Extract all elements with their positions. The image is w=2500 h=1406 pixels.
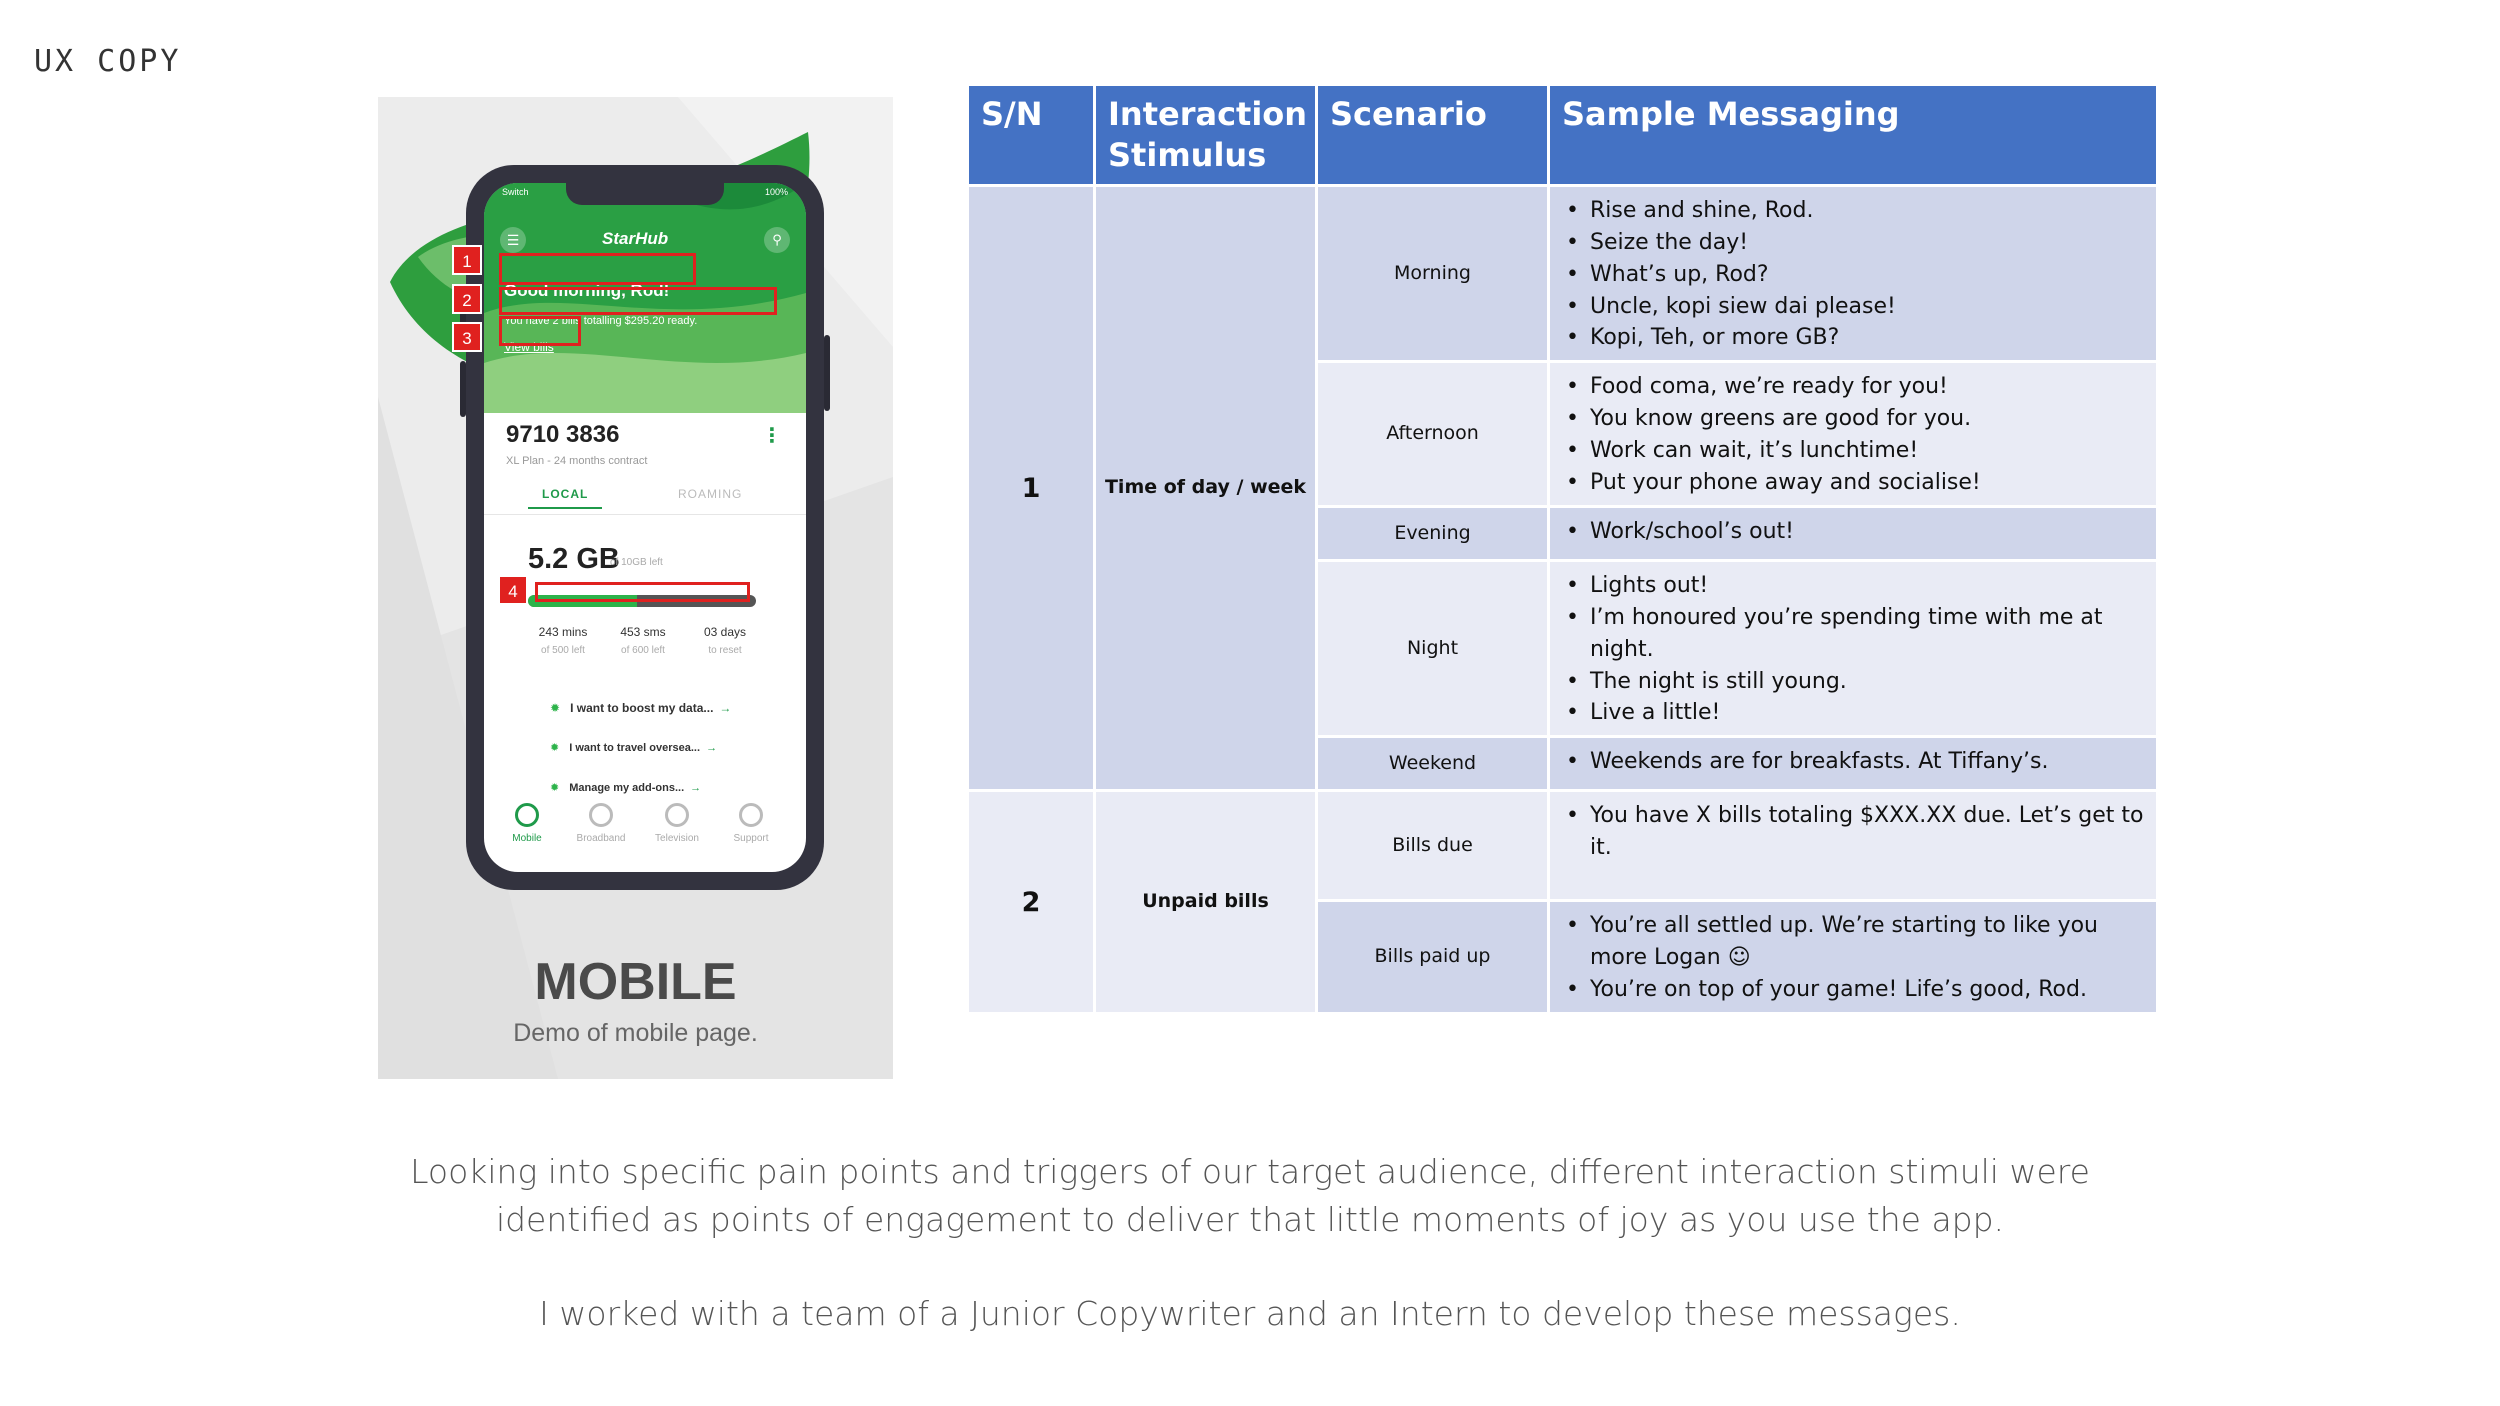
- description-line: identified as points of engagement to deliver that little moments of joy as you use the app.: [495, 1200, 2005, 1240]
- table-row: [968, 791, 2158, 901]
- highlight-greeting: [499, 253, 696, 285]
- stimulus-cell: Unpaid bills: [1095, 791, 1317, 1014]
- search-icon[interactable]: ⚲: [764, 227, 790, 253]
- page-label: UX COPY: [34, 44, 182, 79]
- scenario-cell: Evening: [1317, 506, 1549, 560]
- message-item: • Work/school’s out!: [1562, 516, 2144, 548]
- scenario-cell: Bills due: [1317, 791, 1549, 901]
- messages-cell: [1549, 185, 2158, 361]
- arrow-right-icon: →: [719, 701, 732, 715]
- header-scenario: Scenario: [1317, 85, 1549, 186]
- messages-cell: [1549, 560, 2158, 736]
- bottom-nav: [484, 803, 806, 863]
- message-item: • Lights out!: [1562, 570, 2144, 602]
- battery-label: 100%: [764, 187, 788, 197]
- highlight-view-bills: [499, 316, 581, 346]
- support-icon: [739, 803, 763, 827]
- message-item: • Food coma, we’re ready for you!: [1562, 371, 2144, 403]
- nav-television[interactable]: Television: [642, 803, 712, 844]
- marker-1: 1: [452, 245, 482, 275]
- more-options-icon[interactable]: ⋮: [762, 425, 782, 447]
- header-sn: S/N: [968, 85, 1095, 186]
- message-item: • What’s up, Rod?: [1562, 259, 2144, 291]
- marker-4: 4: [498, 575, 528, 605]
- table-row: [968, 185, 2158, 361]
- description-line: Looking into specific pain points and triggers of our target audience, different interaction stimuli were: [410, 1152, 2090, 1191]
- bills-message: You have 2 bills totalling $295.20 ready.: [504, 315, 698, 327]
- greeting-text: Good morning, Rod!: [504, 281, 670, 300]
- stat-days: 03 days to reset: [703, 625, 747, 656]
- stat-minutes: 243 mins of 500 left: [538, 625, 588, 656]
- tab-local[interactable]: LOCAL: [528, 487, 602, 509]
- description-line: I worked with a team of a Junior Copywriter and an Intern to develop these messages.: [539, 1294, 1961, 1333]
- mobile-mockup-panel: [378, 97, 893, 1079]
- credit-paragraph: [0, 1290, 2500, 1338]
- description-paragraph: [0, 1148, 2500, 1244]
- usage-tabs: [484, 487, 806, 515]
- quick-link-travel[interactable]: ✹ I want to travel oversea... →: [550, 742, 718, 754]
- menu-icon[interactable]: ☰: [500, 227, 526, 253]
- message-item: • Weekends are for breakfasts. At Tiffany’s.: [1562, 746, 2144, 778]
- highlight-usage-stats: [535, 582, 750, 602]
- nav-support[interactable]: Support: [716, 803, 786, 844]
- messages-cell: [1549, 901, 2158, 1014]
- data-total: of 10GB left: [610, 557, 663, 568]
- quick-link-addons[interactable]: ✹ Manage my add-ons... →: [550, 782, 702, 794]
- view-bills-link[interactable]: View bills: [504, 340, 554, 354]
- marker-2: 2: [452, 284, 482, 314]
- marker-3: 3: [452, 322, 482, 352]
- message-item: • You’re all settled up. We’re starting to like you more Logan ☺: [1562, 910, 2144, 974]
- plan-label: XL Plan - 24 months contract: [506, 455, 648, 467]
- message-item: • Seize the day!: [1562, 227, 2144, 259]
- quick-link-boost[interactable]: ✹ I want to boost my data... →: [550, 701, 732, 715]
- message-item: • Put your phone away and socialise!: [1562, 467, 2144, 499]
- header-stimulus: Interaction Stimulus: [1095, 85, 1317, 186]
- table-header-row: [968, 85, 2158, 186]
- message-item: • You have X bills totaling $XXX.XX due. Let’s get to it.: [1562, 800, 2144, 864]
- message-item: • The night is still young.: [1562, 666, 2144, 698]
- message-item: • Kopi, Teh, or more GB?: [1562, 322, 2144, 354]
- stat-sms: 453 sms of 600 left: [620, 625, 666, 656]
- television-icon: [665, 803, 689, 827]
- usage-stats: [528, 625, 756, 665]
- message-item: • Uncle, kopi siew dai please!: [1562, 291, 2144, 323]
- sn-cell: 2: [968, 791, 1095, 1014]
- messages-cell: [1549, 791, 2158, 901]
- status-bar: [484, 187, 806, 201]
- brand-logo: StarHub: [602, 229, 669, 248]
- highlight-bills-message: [499, 287, 777, 315]
- app-bar: [484, 223, 806, 257]
- messages-cell: [1549, 506, 2158, 560]
- nav-broadband[interactable]: Broadband: [566, 803, 636, 844]
- message-item: • You’re on top of your game! Life’s good, Rod.: [1562, 974, 2144, 1006]
- messaging-table: [966, 83, 2159, 1015]
- data-remaining: 5.2 GB: [528, 543, 620, 575]
- volume-button: [460, 361, 466, 417]
- scenario-cell: Bills paid up: [1317, 901, 1549, 1014]
- lightbulb-icon: ✹: [550, 782, 560, 794]
- message-item: • Live a little!: [1562, 697, 2144, 729]
- messages-cell: [1549, 362, 2158, 507]
- mobile-icon: [515, 803, 539, 827]
- nav-mobile[interactable]: Mobile: [492, 803, 562, 844]
- message-item: • I’m honoured you’re spending time with me at night.: [1562, 602, 2144, 666]
- messages-cell: [1549, 737, 2158, 791]
- arrow-right-icon: →: [690, 782, 702, 794]
- lightbulb-icon: ✹: [550, 701, 561, 715]
- message-item: • You know greens are good for you.: [1562, 403, 2144, 435]
- scenario-cell: Morning: [1317, 185, 1549, 361]
- arrow-right-icon: →: [706, 742, 718, 754]
- mockup-title: MOBILE: [534, 953, 737, 1011]
- broadband-icon: [589, 803, 613, 827]
- lightbulb-icon: ✹: [550, 742, 560, 754]
- power-button: [824, 335, 830, 411]
- header-messaging: Sample Messaging: [1549, 85, 2158, 186]
- message-item: • Work can wait, it’s lunchtime!: [1562, 435, 2144, 467]
- scenario-cell: Afternoon: [1317, 362, 1549, 507]
- account-number: 9710 3836: [506, 421, 620, 448]
- mockup-subtitle: Demo of mobile page.: [513, 1019, 758, 1047]
- scenario-cell: Weekend: [1317, 737, 1549, 791]
- scenario-cell: Night: [1317, 560, 1549, 736]
- sn-cell: 1: [968, 185, 1095, 790]
- stimulus-cell: Time of day / week: [1095, 185, 1317, 790]
- message-item: • Rise and shine, Rod.: [1562, 195, 2144, 227]
- tab-roaming[interactable]: ROAMING: [678, 487, 743, 501]
- carrier-label: Switch: [502, 187, 529, 197]
